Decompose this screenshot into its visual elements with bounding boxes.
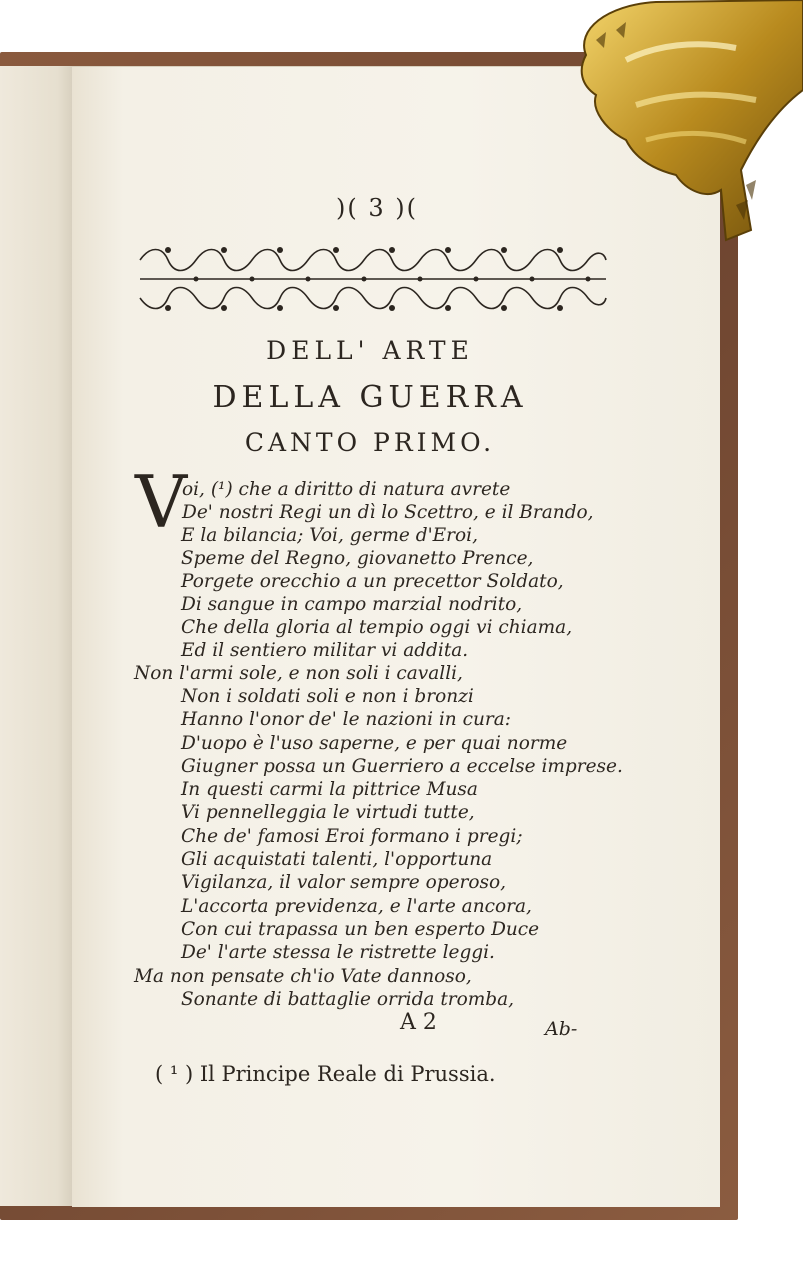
verse-line: De' nostri Regi un dì lo Scettro, e il Brando, <box>182 502 594 523</box>
title-line-3: CANTO PRIMO. <box>244 428 496 457</box>
verse-line: Hanno l'onor de' le nazioni in cura: <box>181 709 511 730</box>
verse-line: Con cui trapassa un ben esperto Duce <box>181 919 540 940</box>
footnote: ( ¹ ) Il Principe Reale di Prussia. <box>155 1062 496 1086</box>
verse-line: Ma non pensate ch'io Vate dannoso, <box>134 966 472 987</box>
verse-line: Non i soldati soli e non i bronzi <box>181 686 474 707</box>
drop-cap: V <box>135 460 187 544</box>
verse-line: oi, (¹) che a diritto di natura avrete <box>182 479 511 500</box>
page-number: )( 3 )( <box>336 194 418 222</box>
verse-line: Non l'armi sole, e non soli i cavalli, <box>134 663 463 684</box>
brass-clip-icon <box>566 0 803 245</box>
verse-line: L'accorta previdenza, e l'arte ancora, <box>181 896 532 917</box>
verse-line: Ed il sentiero militar vi addita. <box>181 640 469 661</box>
signature-mark: A 2 <box>400 1010 437 1035</box>
verse-line: Di sangue in campo marzial nodrito, <box>181 594 523 615</box>
catchword: Ab- <box>545 1018 578 1040</box>
verse-line: Che de' famosi Eroi formano i pregi; <box>181 826 523 847</box>
verse-line: Porgete orecchio a un precettor Soldato, <box>181 571 564 592</box>
left-page <box>0 66 73 1206</box>
verse-line: Vi pennelleggia le virtudi tutte, <box>181 802 475 823</box>
verse-line: In questi carmi la pittrice Musa <box>181 779 478 800</box>
verse-line: Giugner possa un Guerriero a eccelse imprese. <box>181 756 623 777</box>
verse-line: De' l'arte stessa le ristrette leggi. <box>181 942 495 963</box>
verse-line: Vigilanza, il valor sempre operoso, <box>181 872 507 893</box>
verse-line: Sonante di battaglie orrida tromba, <box>181 989 515 1010</box>
verse-line: Che della gloria al tempio oggi vi chiama, <box>181 617 573 638</box>
title-line-1: DELL' ARTE <box>266 336 474 365</box>
verse-line: Gli acquistati talenti, l'opportuna <box>181 849 493 870</box>
verse-line: D'uopo è l'uso saperne, e per quai norme <box>181 733 568 754</box>
verse-line: E la bilancia; Voi, germe d'Eroi, <box>181 525 478 546</box>
verse-line: Speme del Regno, giovanetto Prence, <box>181 548 534 569</box>
decorative-ornament-band <box>138 242 608 316</box>
title-line-2: DELLA GUERRA <box>212 380 528 415</box>
